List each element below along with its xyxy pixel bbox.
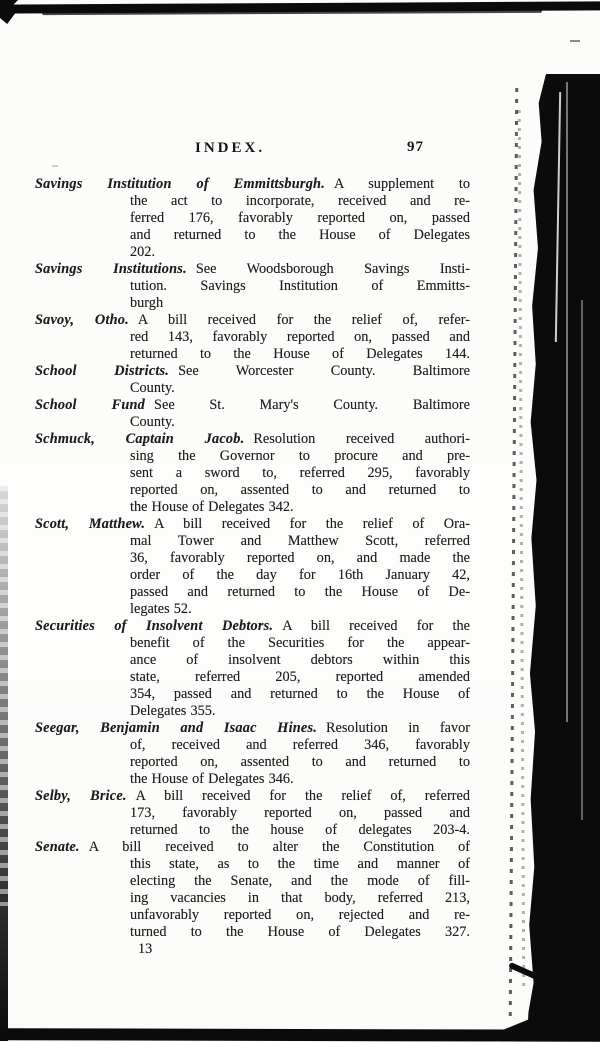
entry-line: returned to the House of Delegates 144. <box>130 346 470 362</box>
index-entry <box>35 516 470 618</box>
index-entry <box>35 618 470 720</box>
entry-headword: Savoy, Otho. <box>35 312 129 328</box>
index-entry <box>35 176 470 261</box>
page-edge-noise-1 <box>509 88 518 1018</box>
entry-line: ing vacancies in that body, referred 213, <box>130 890 470 906</box>
entry-line: Delegates 355. <box>130 703 216 719</box>
entry-headword: Seegar, Benjamin and Isaac Hines. <box>35 720 317 736</box>
entry-first-line-text: See Woodsborough Savings Insti- <box>195 261 470 277</box>
entry-line: of, received and referred 346, favorably <box>130 737 470 753</box>
entry-line: County. <box>130 380 175 396</box>
entry-first-line-text: A supplement to <box>333 176 470 192</box>
entry-line <box>35 397 470 414</box>
scan-artifact-top-edge-2 <box>42 9 542 15</box>
entry-line: and returned to the House of Delegates <box>130 227 470 243</box>
entry-line: order of the day for 16th January 42, <box>130 567 470 583</box>
entry-line <box>35 720 470 737</box>
binding-crack-3 <box>581 300 583 820</box>
entry-line: ferred 176, favorably reported on, passed <box>130 210 470 226</box>
entry-line: state, referred 205, reported amended <box>130 669 470 685</box>
entry-line: electing the Senate, and the mode of fill- <box>130 873 470 889</box>
index-entry <box>35 312 470 363</box>
entry-line: the act to incorporate, received and re- <box>130 193 470 209</box>
entry-headword: Securities of Insolvent Debtors. <box>35 618 274 634</box>
entry-first-line-text: A bill received for the <box>282 618 470 634</box>
entry-line <box>35 176 470 193</box>
scan-speck-1 <box>570 40 580 42</box>
index-entry <box>35 397 470 431</box>
entry-headword: Schmuck, Captain Jacob. <box>35 431 245 447</box>
entry-first-line-text: Resolution received authori- <box>253 431 470 447</box>
entry-line: turned to the House of Delegates 327. <box>130 924 470 940</box>
entry-line: 36, favorably reported on, and made the <box>130 550 470 566</box>
entry-headword: Senate. <box>35 839 80 855</box>
entry-headword: School Fund <box>35 397 146 413</box>
index-entry <box>35 839 470 941</box>
scan-artifact-left-edge-dashes <box>0 486 8 906</box>
entry-line <box>35 312 470 329</box>
entry-line: the House of Delegates 342. <box>130 499 294 515</box>
entry-line: ance of insolvent debtors within this <box>130 652 470 668</box>
entry-headword: Savings Institution of Emmittsburgh. <box>35 176 325 192</box>
entry-first-line-text: A bill received for the relief of, referred <box>135 788 470 804</box>
entry-line: 354, passed and returned to the House of <box>130 686 470 702</box>
binding-crack-2 <box>566 82 568 722</box>
page-title: INDEX. <box>195 140 266 156</box>
entry-line: sent a sword to, referred 295, favorably <box>130 465 470 481</box>
scan-artifact-binding-right <box>527 74 600 1041</box>
index-entry <box>35 261 470 312</box>
entry-first-line-text: A bill received for the relief of Ora- <box>154 516 470 532</box>
entry-line: reported on, assented to and returned to <box>130 754 470 770</box>
entry-line: unfavorably reported on, rejected and re- <box>130 907 470 923</box>
entry-line: tution. Savings Institution of Emmitts- <box>130 278 470 294</box>
entry-first-line-text: A bill received for the relief of, refer- <box>137 312 470 328</box>
page-number: 97 <box>407 139 424 155</box>
index-entry <box>35 363 470 397</box>
entry-line <box>35 363 470 380</box>
entry-line <box>35 431 470 448</box>
page-edge-noise-2 <box>518 110 526 990</box>
entry-line: red 143, favorably reported on, passed and <box>130 329 470 345</box>
entry-line: this state, as to the time and manner of <box>130 856 470 872</box>
entry-first-line-text: See Worcester County. Baltimore <box>178 363 470 379</box>
entry-line: benefit of the Securities for the appear- <box>130 635 470 651</box>
entry-headword: Scott, Matthew. <box>35 516 146 532</box>
entry-first-line-text: See St. Mary's County. Baltimore <box>154 397 470 413</box>
entry-line: County. <box>130 414 175 430</box>
signature-mark: 13 <box>138 941 153 957</box>
entry-line: 173, favorably reported on, passed and <box>130 805 470 821</box>
entry-line <box>35 839 470 856</box>
entry-line: sing the Governor to procure and pre- <box>130 448 470 464</box>
entry-line: the House of Delegates 346. <box>130 771 294 787</box>
entry-line <box>35 618 470 635</box>
index-entry <box>35 788 470 839</box>
entry-line: 202. <box>130 244 156 260</box>
index-entries <box>35 176 470 958</box>
entry-first-line-text: A bill received to alter the Constitution of <box>88 839 470 855</box>
index-entry <box>35 720 470 788</box>
entry-line <box>35 788 470 805</box>
index-entry <box>35 431 470 516</box>
entry-headword: School Districts. <box>35 363 170 379</box>
entry-headword: Savings Institutions. <box>35 261 187 277</box>
entry-line: returned to the house of delegates 203-4. <box>130 822 470 838</box>
entry-line <box>35 516 470 533</box>
entry-line: mal Tower and Matthew Scott, referred <box>130 533 470 549</box>
entry-first-line-text: Resolution in favor <box>325 720 470 736</box>
entry-line <box>35 261 470 278</box>
scan-speck-2 <box>52 165 58 167</box>
entry-line: passed and returned to the House of De- <box>130 584 470 600</box>
entry-headword: Selby, Brice. <box>35 788 127 804</box>
entry-line: burgh <box>130 295 164 311</box>
entry-line: reported on, assented to and returned to <box>130 482 470 498</box>
entry-line: legates 52. <box>130 601 192 617</box>
